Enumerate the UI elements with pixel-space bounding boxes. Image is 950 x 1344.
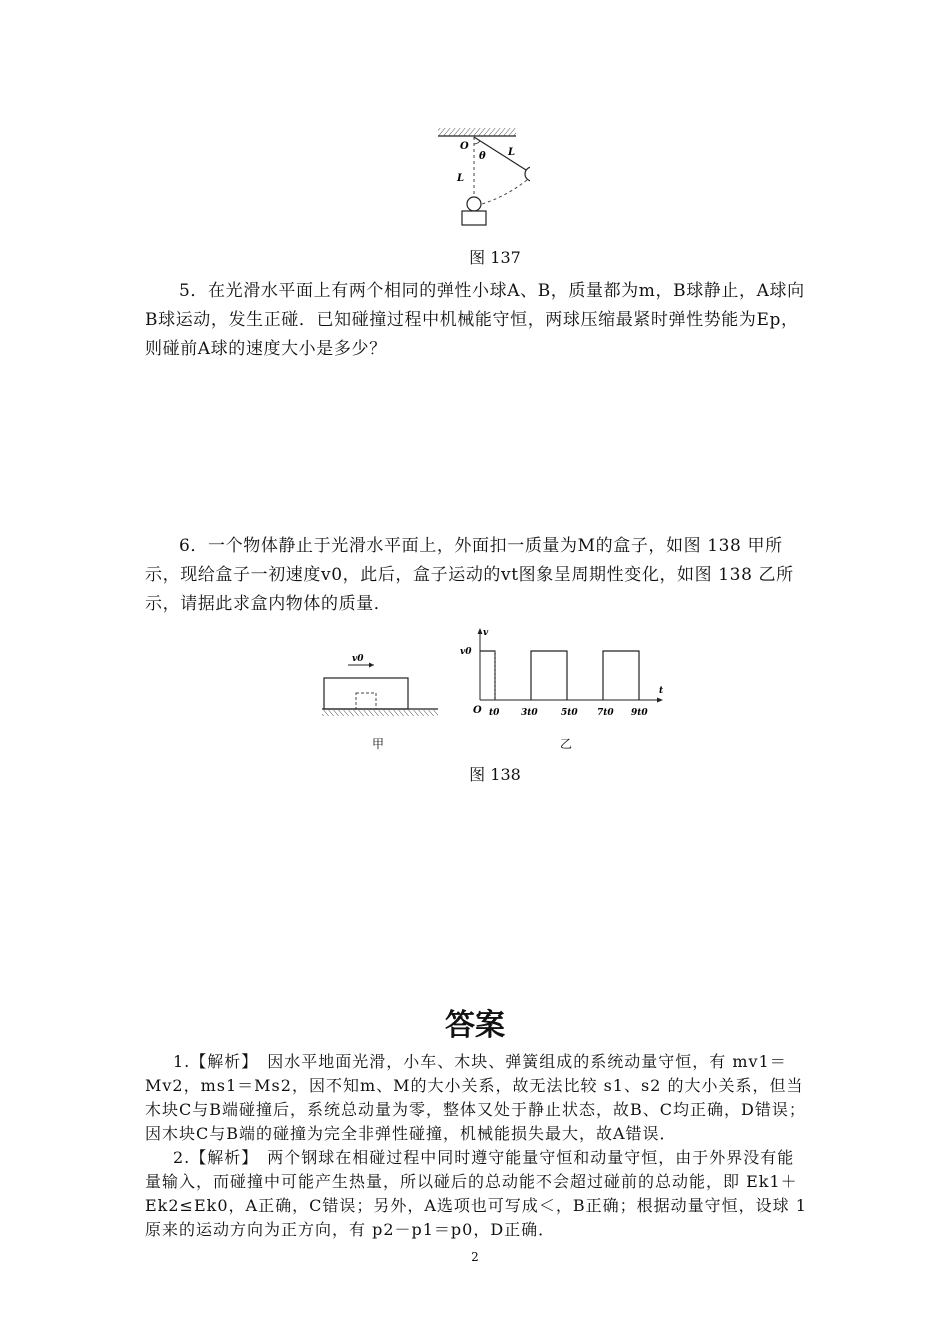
answer-1-text: 1.【解析】 因水平地面光滑，小车、木块、弹簧组成的系统动量守恒，有 mv1＝Mv2，ms1＝Ms2，因不知m、M的大小关系，故无法比较 s1、s2 的大小关系，但当木块C与B端碰撞后，系统总动量为零，整体又处于静止状态，故B、C均正确，D错误；因木块C与B端的碰撞为完全非弹性碰撞，机械能损失最大，故A错误． <box>145 1052 806 1143</box>
axis-v0-label: v0 <box>460 647 472 657</box>
figure-137-caption: 图 137 <box>469 248 521 267</box>
question-6-text: 6．一个物体静止于光滑水平面上，外面扣一质量为M的盒子，如图 138 甲所示，现给盒子一初速度v0，此后，盒子运动的vt图象呈周期性变化，如图 138 乙所示，请据此求盒内物体的质量． <box>145 536 794 614</box>
question-5-text: 5．在光滑水平面上有两个相同的弹性小球A、B，质量都为m，B球静止，A球向B球运动，发生正碰．已知碰撞过程中机械能守恒，两球压缩最紧时弹性势能为Ep，则碰前A球的速度大小是多少？ <box>145 281 805 359</box>
tick-O: O <box>473 705 482 716</box>
tick-7t0: 7t0 <box>597 708 614 718</box>
bottom-ball <box>467 197 481 211</box>
figure-138-caption: 图 138 <box>469 765 521 784</box>
v-segment-1 <box>480 651 495 700</box>
question-6 <box>145 532 810 619</box>
figure-138-jia <box>318 650 443 720</box>
v-segment-3 <box>603 651 639 700</box>
axis-t-label: t <box>659 686 664 696</box>
answers-heading: 答案 <box>445 1008 505 1043</box>
angle-arc <box>474 141 480 144</box>
jia-caption: 甲 <box>372 737 385 751</box>
block <box>462 211 486 225</box>
label-L-rope: L <box>508 147 516 158</box>
tick-9t0: 9t0 <box>631 708 648 718</box>
tick-t0: t0 <box>489 708 500 718</box>
label-O: O <box>460 141 469 152</box>
page-number: 2 <box>471 1250 479 1264</box>
yi-caption: 乙 <box>560 737 573 751</box>
axis-v-label: v <box>483 628 489 638</box>
v-segment-2 <box>531 651 567 700</box>
ceiling-hatch <box>438 128 516 136</box>
question-5 <box>145 277 810 364</box>
velocity-arrowhead <box>369 663 374 668</box>
pendulum-ball <box>525 167 530 181</box>
answer-2 <box>145 1146 810 1242</box>
t-axis-arrow <box>657 698 663 703</box>
velocity-label: v0 <box>352 654 364 664</box>
label-theta: θ <box>479 151 486 162</box>
answer-2-text: 2.【解析】 两个钢球在相碰过程中同时遵守能量守恒和动量守恒，由于外界没有能量输入，而碰撞中可能产生热量，所以碰后的总动能不会超过碰前的总动能，即 Ek1＋Ek2≤Ek0，A正确，C错误；另外，A选项也可写成＜，B正确；根据动量守恒，设球 1 原来的运动方向为正方向，有 p2－p1＝p0，D正确． <box>145 1148 807 1239</box>
tick-5t0: 5t0 <box>561 708 578 718</box>
answer-1 <box>145 1050 810 1146</box>
label-L-vertical: L <box>457 173 465 184</box>
v-axis-arrow <box>478 628 483 634</box>
tick-3t0: 3t0 <box>521 708 538 718</box>
swing-arc <box>482 180 527 204</box>
floor-hatch <box>322 710 438 716</box>
figure-138-yi-vt-graph <box>455 625 670 725</box>
figure-137-pendulum <box>430 122 530 234</box>
